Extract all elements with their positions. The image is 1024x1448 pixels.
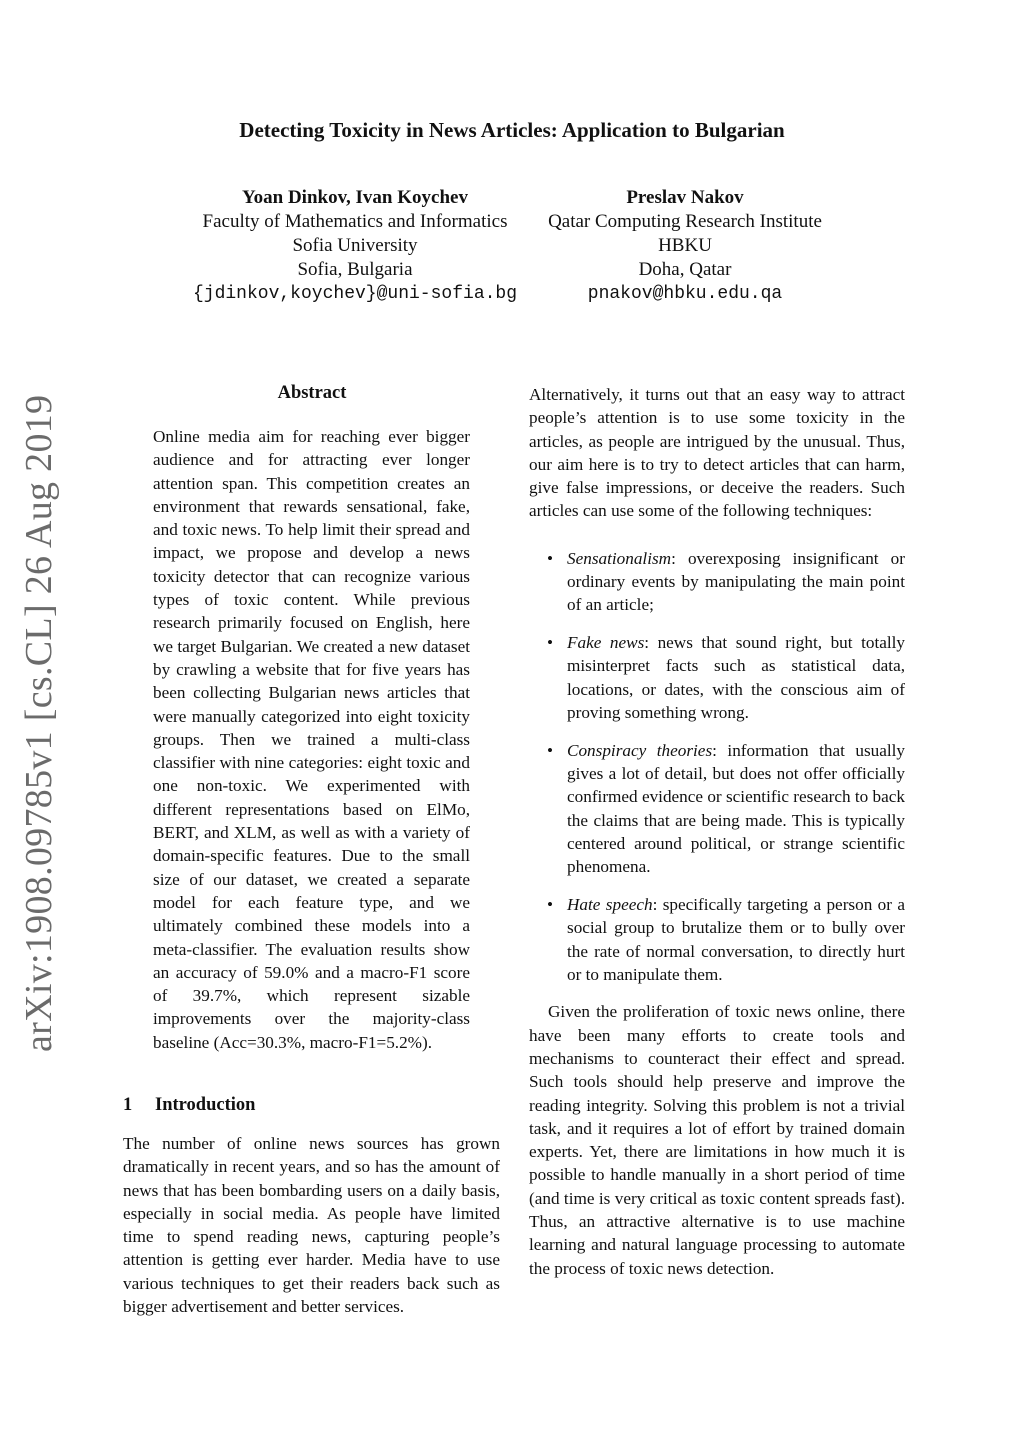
bullet-term: Fake news: [567, 633, 645, 653]
paragraph-given-the-proliferation: Given the proliferation of toxic news online, there have been many efforts to create tools and mechanisms to counteract their effect and spread. Such tools should help preserve and improve the reading integrity. Solving this problem is not a trivial task, and it requires a lot of effort by trained domain experts. Yet, there are limitations in how much it is possible to handle manually in a short period of time (and time is very critical as toxic content spreads fast). Thus, an attractive alternative is to use machine learning and natural language processing to automate the process of toxic news detection.: [529, 1002, 905, 1278]
author-block-left: [150, 186, 560, 306]
author-location: Sofia, Bulgaria: [297, 259, 413, 280]
author-affiliation: Faculty of Mathematics and Informatics: [202, 211, 508, 232]
author-email[interactable]: pnakov@hbku.edu.qa: [587, 284, 783, 304]
abstract-body: [153, 425, 470, 1054]
bullet-text: : specifically targeting a person or a social group to brutalize them or to bully over the rate of normal conversation, to directly hurt or to manipulate them.: [567, 895, 905, 985]
author-names: Yoan Dinkov, Ivan Koychev: [242, 187, 468, 208]
paper-title: Detecting Toxicity in News Articles: Application to Bulgarian: [239, 118, 785, 142]
author-affiliation: Qatar Computing Research Institute: [548, 211, 822, 232]
bullet-dot: •: [547, 740, 554, 760]
bullet-text: : overexposing insignificant or ordinary events by manipulating the main point of an article;: [567, 548, 905, 615]
bullet-dot: •: [547, 895, 554, 915]
author-university: HBKU: [658, 235, 712, 256]
abstract-heading: Abstract: [277, 383, 347, 403]
section-title: Introduction: [155, 1095, 256, 1115]
paragraph-alternatively: Alternatively, it turns out that an easy way to attract people’s attention is to use some toxicity in the articles, as people are intrigued by the unusual. Thus, our aim here is to try to detect articles that can harm, give false impressions, or deceive the readers. Such articles can use some of the following techniques:: [529, 385, 905, 521]
author-email[interactable]: {jdinkov,koychev}@uni-sofia.bg: [192, 284, 518, 304]
right-column: [529, 383, 905, 1280]
toxicity-technique-list: [529, 547, 905, 987]
list-item-fake-news: [529, 631, 905, 724]
bullet-text: : information that usually gives a lot of detail, but does not offer officially confirmed evidence or scientific research to back the claims that are being made. This is typically centered around political, or strange scientific phenomena.: [567, 740, 906, 877]
list-item-sensationalism: [529, 547, 905, 617]
author-location: Doha, Qatar: [638, 259, 732, 280]
introduction-body: [123, 1132, 500, 1318]
author-university: Sofia University: [292, 235, 418, 256]
list-item-hate-speech: [529, 893, 905, 986]
list-item-conspiracy-theories: [529, 739, 905, 879]
bullet-term: Sensationalism: [567, 548, 672, 568]
bullet-dot: •: [547, 633, 554, 653]
author-names: Preslav Nakov: [626, 187, 744, 208]
introduction-paragraph: The number of online news sources has grown dramatically in recent years, and so has the amount of news that has been bombarding users on a daily basis, especially in social media. As people have limited time to spend reading news, capturing people’s attention is getting ever harder. Media have to use various techniques to get their readers back such as bigger advertisement and better services.: [123, 1134, 500, 1317]
abstract-text: Online media aim for reaching ever bigger audience and for attracting ever longer attention span. This competition creates an environment that rewards sensational, fake, and toxic news. To help limit their spread and impact, we propose and develop a news toxicity detector that can recognize various types of toxic content. While previous research primarily focused on English, here we target Bulgarian. We created a new dataset by crawling a website that for five years has been collecting Bulgarian news articles that were manually categorized into eight toxicity groups. Then we trained a multi-class classifier with nine categories: eight toxic and one non-toxic. We experimented with different representations based on ElMo, BERT, and XLM, as well as with a variety of domain-specific features. Due to the small size of our dataset, we created a separate model for each feature type, and we ultimately combined these models into a meta-classifier. The evaluation results show an accuracy of 59.0% and a macro-F1 score of 39.7%, which represent sizable improvements over the majority-class baseline (Acc=30.3%, macro-F1=5.2%).: [153, 427, 470, 1052]
bullet-term: Conspiracy theories: [567, 740, 713, 760]
bullet-dot: •: [547, 548, 554, 568]
section-number: 1: [123, 1095, 133, 1115]
author-block-right: [510, 186, 860, 306]
section-heading-introduction: [123, 1095, 255, 1116]
bullet-term: Hate speech: [567, 895, 653, 915]
arxiv-identifier: arXiv:1908.09785v1 [cs.CL] 26 Aug 2019: [18, 394, 60, 1052]
bullet-text: : news that sound right, but totally misinterpret facts such as statistical data, locations, or dates, with the conscious aim of proving something wrong.: [567, 633, 905, 723]
